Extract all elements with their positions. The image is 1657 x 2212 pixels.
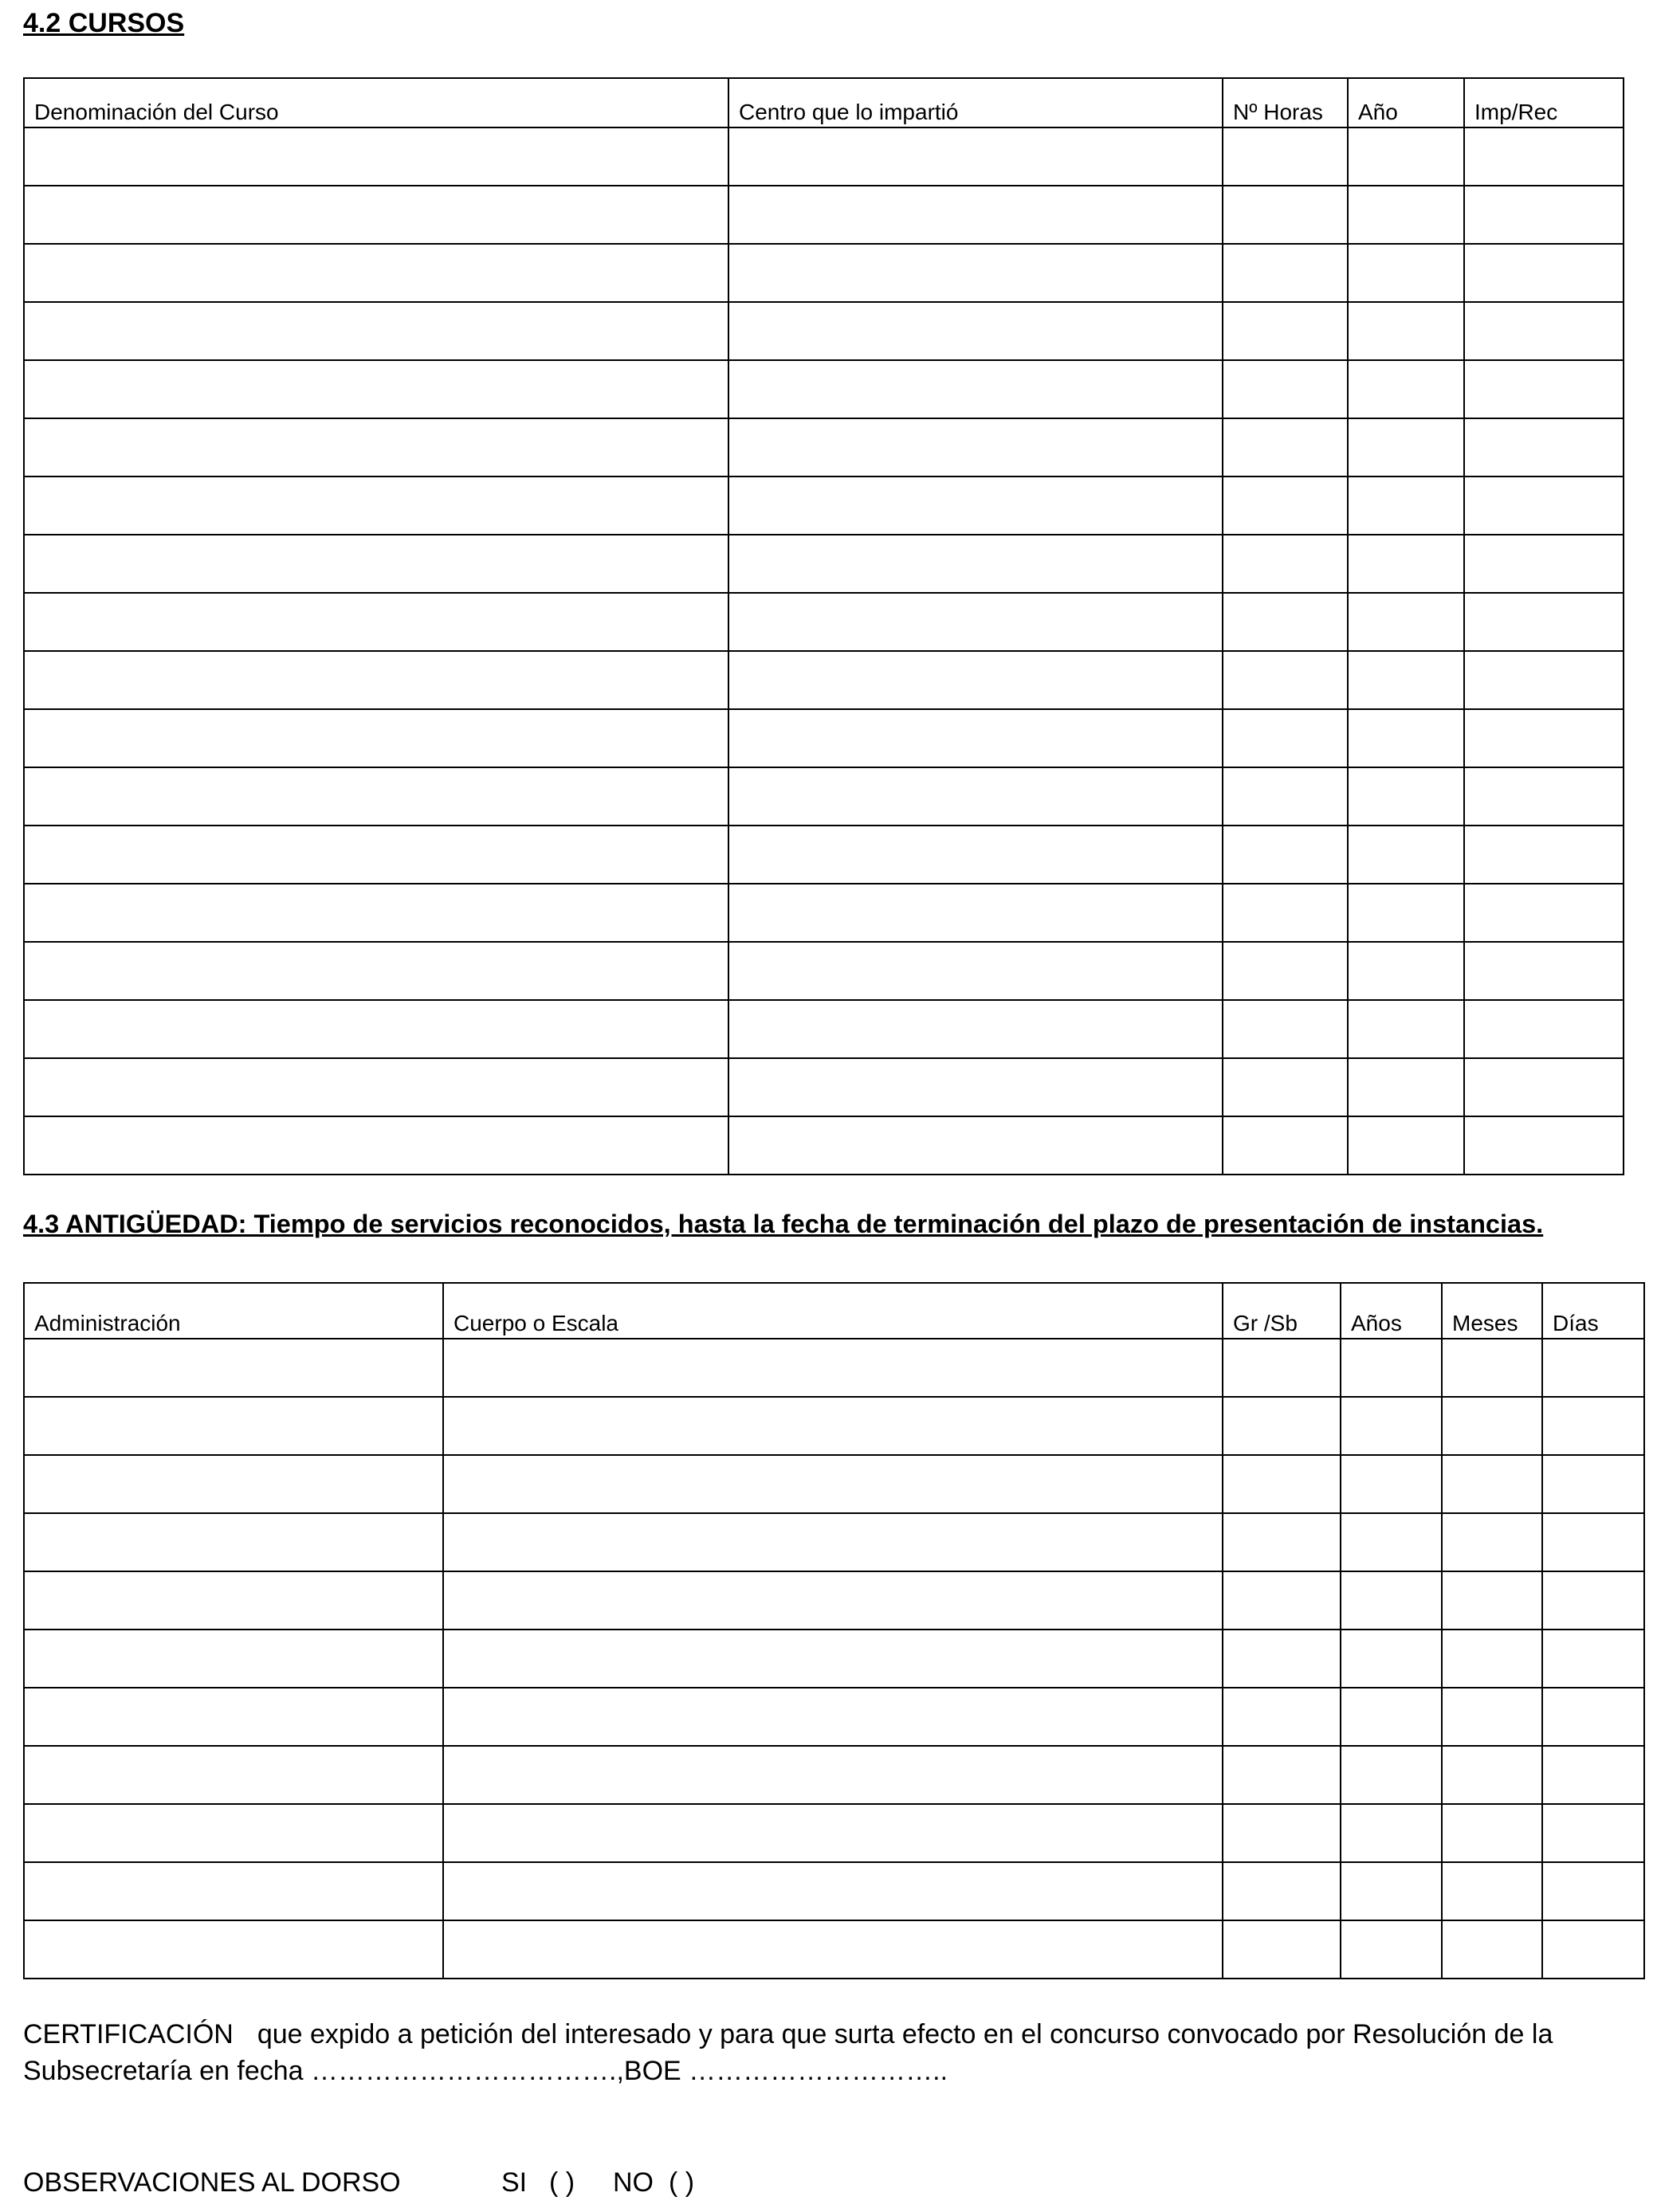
table-cell[interactable] — [1464, 826, 1624, 884]
seniority-row — [24, 1746, 1644, 1804]
table-cell[interactable] — [1442, 1688, 1542, 1746]
table-cell[interactable] — [728, 651, 1223, 709]
table-cell[interactable] — [1464, 477, 1624, 535]
table-cell[interactable] — [24, 1116, 728, 1175]
table-cell[interactable] — [24, 593, 728, 651]
table-cell[interactable] — [728, 1000, 1223, 1058]
table-cell[interactable] — [1348, 651, 1464, 709]
table-cell[interactable] — [443, 1455, 1223, 1513]
table-cell[interactable] — [443, 1920, 1223, 1979]
table-cell[interactable] — [24, 1804, 443, 1862]
course-row — [24, 709, 1624, 767]
table-cell[interactable] — [1464, 709, 1624, 767]
seniority-header-row — [24, 1283, 1644, 1339]
course-row — [24, 1000, 1624, 1058]
table-cell[interactable] — [24, 1688, 443, 1746]
table-cell[interactable] — [1223, 1571, 1341, 1630]
table-cell[interactable] — [1442, 1630, 1542, 1688]
table-cell[interactable] — [1348, 942, 1464, 1000]
table-cell[interactable] — [728, 593, 1223, 651]
table-cell[interactable] — [1348, 709, 1464, 767]
table-cell[interactable] — [728, 884, 1223, 942]
table-cell[interactable] — [1542, 1920, 1644, 1979]
table-cell[interactable] — [24, 360, 728, 418]
table-cell[interactable] — [1341, 1339, 1442, 1397]
table-cell[interactable] — [1464, 127, 1624, 186]
table-cell[interactable] — [1442, 1455, 1542, 1513]
table-cell[interactable] — [24, 1513, 443, 1571]
no-checkbox[interactable]: ( ) — [669, 2167, 695, 2198]
table-cell[interactable] — [1542, 1513, 1644, 1571]
table-cell[interactable] — [728, 418, 1223, 477]
table-cell[interactable] — [1464, 244, 1624, 302]
table-cell[interactable] — [443, 1630, 1223, 1688]
table-cell[interactable] — [443, 1804, 1223, 1862]
table-cell[interactable] — [1223, 1746, 1341, 1804]
years-header: Años — [1341, 1283, 1442, 1339]
table-cell[interactable] — [1348, 244, 1464, 302]
table-cell[interactable] — [1341, 1688, 1442, 1746]
table-cell[interactable] — [728, 767, 1223, 826]
table-cell[interactable] — [1223, 302, 1348, 360]
table-cell[interactable] — [1442, 1513, 1542, 1571]
course-hours-header: Nº Horas — [1223, 78, 1348, 127]
table-cell[interactable] — [728, 942, 1223, 1000]
course-row — [24, 360, 1624, 418]
table-cell[interactable] — [1341, 1804, 1442, 1862]
table-cell[interactable] — [1341, 1571, 1442, 1630]
table-cell[interactable] — [1442, 1746, 1542, 1804]
certification-body: que expido a petición del interesado y para que surta efecto en el concurso convocado por Resolución de la Subsecretaría en fecha …………………………….,BOE ……………………….. — [23, 2019, 1553, 2086]
table-cell[interactable] — [1223, 1862, 1341, 1920]
table-cell[interactable] — [24, 1339, 443, 1397]
table-cell[interactable] — [1464, 651, 1624, 709]
table-cell[interactable] — [24, 1920, 443, 1979]
table-cell[interactable] — [1464, 767, 1624, 826]
course-row — [24, 651, 1624, 709]
table-cell[interactable] — [1542, 1455, 1644, 1513]
course-row — [24, 535, 1624, 593]
table-cell[interactable] — [1223, 418, 1348, 477]
table-cell[interactable] — [24, 1746, 443, 1804]
group-subgroup-header: Gr /Sb — [1223, 1283, 1341, 1339]
table-cell[interactable] — [443, 1513, 1223, 1571]
table-cell[interactable] — [1341, 1455, 1442, 1513]
table-cell[interactable] — [24, 709, 728, 767]
seniority-table — [23, 1282, 1645, 1979]
table-cell[interactable] — [443, 1339, 1223, 1397]
table-cell[interactable] — [1542, 1746, 1644, 1804]
seniority-row — [24, 1513, 1644, 1571]
table-cell[interactable] — [1348, 826, 1464, 884]
si-checkbox[interactable]: ( ) — [549, 2167, 575, 2198]
table-cell[interactable] — [1223, 826, 1348, 884]
seniority-row — [24, 1804, 1644, 1862]
table-cell[interactable] — [1442, 1862, 1542, 1920]
seniority-row — [24, 1862, 1644, 1920]
table-cell[interactable] — [1341, 1630, 1442, 1688]
courses-table — [23, 77, 1624, 1175]
table-cell[interactable] — [1348, 1058, 1464, 1116]
observations-label: OBSERVACIONES AL DORSO — [23, 2167, 401, 2198]
seniority-row — [24, 1571, 1644, 1630]
course-row — [24, 1058, 1624, 1116]
course-row — [24, 884, 1624, 942]
table-cell[interactable] — [24, 535, 728, 593]
table-cell[interactable] — [1223, 1630, 1341, 1688]
table-cell[interactable] — [1223, 1688, 1341, 1746]
table-cell[interactable] — [1223, 651, 1348, 709]
table-cell[interactable] — [1442, 1397, 1542, 1455]
table-cell[interactable] — [24, 1058, 728, 1116]
table-cell[interactable] — [728, 826, 1223, 884]
certification-text — [23, 2016, 1609, 2089]
table-cell[interactable] — [1223, 127, 1348, 186]
table-cell[interactable] — [1542, 1630, 1644, 1688]
table-cell[interactable] — [24, 418, 728, 477]
table-cell[interactable] — [1341, 1862, 1442, 1920]
seniority-row — [24, 1455, 1644, 1513]
table-cell[interactable] — [24, 1862, 443, 1920]
table-cell[interactable] — [1464, 360, 1624, 418]
table-cell[interactable] — [24, 1630, 443, 1688]
table-cell[interactable] — [728, 127, 1223, 186]
certification-lead: CERTIFICACIÓN — [23, 2019, 234, 2049]
table-cell[interactable] — [728, 302, 1223, 360]
table-cell[interactable] — [1348, 127, 1464, 186]
table-cell[interactable] — [1542, 1571, 1644, 1630]
table-cell[interactable] — [1464, 418, 1624, 477]
table-cell[interactable] — [728, 360, 1223, 418]
table-cell[interactable] — [1223, 1455, 1341, 1513]
table-cell[interactable] — [24, 826, 728, 884]
course-imprec-header: Imp/Rec — [1464, 78, 1624, 127]
table-cell[interactable] — [1542, 1804, 1644, 1862]
table-cell[interactable] — [1442, 1920, 1542, 1979]
table-cell[interactable] — [1223, 1339, 1341, 1397]
observations-line — [23, 2167, 694, 2198]
table-cell[interactable] — [24, 884, 728, 942]
table-cell[interactable] — [1348, 884, 1464, 942]
course-center-header: Centro que lo impartió — [728, 78, 1223, 127]
table-cell[interactable] — [1442, 1804, 1542, 1862]
table-cell[interactable] — [728, 1116, 1223, 1175]
table-cell[interactable] — [1223, 1920, 1341, 1979]
table-cell[interactable] — [1464, 884, 1624, 942]
table-cell[interactable] — [1223, 186, 1348, 244]
section-43-heading: 4.3 ANTIGÜEDAD: Tiempo de servicios reconocidos, hasta la fecha de terminación del plazo de presentación de instancias. — [23, 1210, 1544, 1238]
table-cell[interactable] — [1223, 942, 1348, 1000]
table-cell[interactable] — [1348, 477, 1464, 535]
table-cell[interactable] — [1464, 535, 1624, 593]
table-cell[interactable] — [1223, 593, 1348, 651]
table-cell[interactable] — [1223, 884, 1348, 942]
table-cell[interactable] — [1348, 186, 1464, 244]
table-cell[interactable] — [24, 651, 728, 709]
table-cell[interactable] — [1464, 1058, 1624, 1116]
table-cell[interactable] — [443, 1746, 1223, 1804]
seniority-row — [24, 1920, 1644, 1979]
table-cell[interactable] — [1542, 1339, 1644, 1397]
table-cell[interactable] — [1542, 1397, 1644, 1455]
course-name-header: Denominación del Curso — [24, 78, 728, 127]
seniority-row — [24, 1688, 1644, 1746]
seniority-row — [24, 1339, 1644, 1397]
table-cell[interactable] — [1464, 186, 1624, 244]
table-cell[interactable] — [1464, 1116, 1624, 1175]
table-cell[interactable] — [1223, 1058, 1348, 1116]
course-row — [24, 244, 1624, 302]
course-row — [24, 942, 1624, 1000]
table-cell[interactable] — [1223, 767, 1348, 826]
table-cell[interactable] — [728, 477, 1223, 535]
table-cell[interactable] — [1223, 1513, 1341, 1571]
months-header: Meses — [1442, 1283, 1542, 1339]
table-cell[interactable] — [728, 1058, 1223, 1116]
table-cell[interactable] — [1348, 593, 1464, 651]
table-cell[interactable] — [24, 302, 728, 360]
table-cell[interactable] — [1542, 1862, 1644, 1920]
course-row — [24, 302, 1624, 360]
table-cell[interactable] — [1223, 1000, 1348, 1058]
table-cell[interactable] — [1464, 593, 1624, 651]
table-cell[interactable] — [1223, 535, 1348, 593]
table-cell[interactable] — [1348, 1116, 1464, 1175]
table-cell[interactable] — [728, 709, 1223, 767]
table-cell[interactable] — [1348, 1000, 1464, 1058]
table-cell[interactable] — [1348, 767, 1464, 826]
corps-scale-header: Cuerpo o Escala — [443, 1283, 1223, 1339]
table-cell[interactable] — [24, 942, 728, 1000]
table-cell[interactable] — [1348, 360, 1464, 418]
no-label: NO — [613, 2167, 654, 2198]
table-cell[interactable] — [1223, 709, 1348, 767]
table-cell[interactable] — [728, 244, 1223, 302]
administration-header: Administración — [24, 1283, 443, 1339]
table-cell[interactable] — [443, 1862, 1223, 1920]
course-row — [24, 1116, 1624, 1175]
course-row — [24, 593, 1624, 651]
table-cell[interactable] — [728, 186, 1223, 244]
table-cell[interactable] — [24, 127, 728, 186]
table-cell[interactable] — [1348, 535, 1464, 593]
table-cell[interactable] — [1223, 1804, 1341, 1862]
table-cell[interactable] — [1341, 1513, 1442, 1571]
table-cell[interactable] — [1341, 1397, 1442, 1455]
course-row — [24, 826, 1624, 884]
courses-header-row — [24, 78, 1624, 127]
table-cell[interactable] — [1348, 302, 1464, 360]
table-cell[interactable] — [24, 1455, 443, 1513]
table-cell[interactable] — [24, 1571, 443, 1630]
course-row — [24, 186, 1624, 244]
section-42-heading: 4.2 CURSOS — [23, 8, 185, 38]
table-cell[interactable] — [1223, 360, 1348, 418]
table-cell[interactable] — [1223, 477, 1348, 535]
table-cell[interactable] — [24, 477, 728, 535]
table-cell[interactable] — [24, 186, 728, 244]
table-cell[interactable] — [24, 244, 728, 302]
table-cell[interactable] — [443, 1397, 1223, 1455]
table-cell[interactable] — [728, 535, 1223, 593]
table-cell[interactable] — [24, 1000, 728, 1058]
table-cell[interactable] — [24, 1397, 443, 1455]
course-row — [24, 477, 1624, 535]
table-cell[interactable] — [1223, 244, 1348, 302]
table-cell[interactable] — [1223, 1116, 1348, 1175]
seniority-row — [24, 1397, 1644, 1455]
table-cell[interactable] — [1464, 1000, 1624, 1058]
table-cell[interactable] — [443, 1571, 1223, 1630]
table-cell[interactable] — [1223, 1397, 1341, 1455]
table-cell[interactable] — [1464, 302, 1624, 360]
seniority-row — [24, 1630, 1644, 1688]
course-row — [24, 127, 1624, 186]
si-label: SI — [501, 2167, 528, 2198]
course-row — [24, 418, 1624, 477]
table-cell[interactable] — [1542, 1688, 1644, 1746]
course-year-header: Año — [1348, 78, 1464, 127]
table-cell[interactable] — [24, 767, 728, 826]
course-row — [24, 767, 1624, 826]
table-cell[interactable] — [1341, 1746, 1442, 1804]
days-header: Días — [1542, 1283, 1644, 1339]
table-cell[interactable] — [1464, 942, 1624, 1000]
table-cell[interactable] — [443, 1688, 1223, 1746]
table-cell[interactable] — [1348, 418, 1464, 477]
table-cell[interactable] — [1341, 1920, 1442, 1979]
table-cell[interactable] — [1442, 1339, 1542, 1397]
table-cell[interactable] — [1442, 1571, 1542, 1630]
